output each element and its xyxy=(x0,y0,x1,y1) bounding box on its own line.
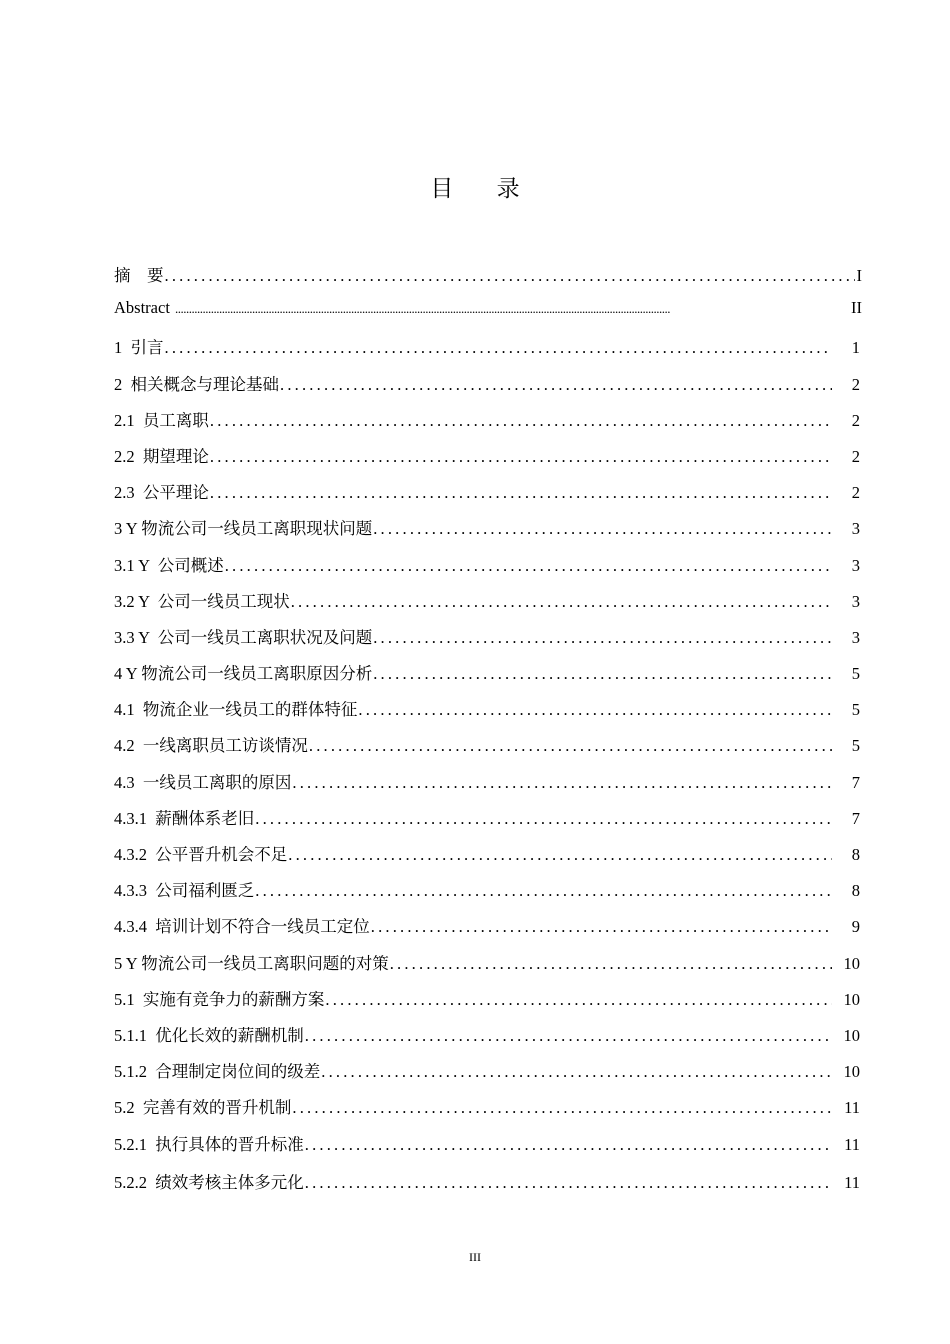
toc-entry-page: 3 xyxy=(851,519,860,539)
toc-entry-page: 10 xyxy=(843,953,860,973)
toc-entry-page: 11 xyxy=(844,1172,860,1192)
toc-entry-label: 5.1.2 合理制定岗位间的级差 xyxy=(114,1062,321,1082)
toc-entry[interactable] xyxy=(114,986,862,1022)
toc-leader xyxy=(255,809,832,829)
toc-entry-label: 2.3 公平理论 xyxy=(114,483,209,503)
toc-entry-label: 4.3.1 薪酬体系老旧 xyxy=(114,808,255,828)
toc-entry-label: 5.1.1 优化长效的薪酬机制 xyxy=(114,1025,304,1045)
toc-entry-label: 5 Y 物流公司一线员工离职问题的对策 xyxy=(114,953,389,973)
toc-leader xyxy=(255,881,832,901)
toc-entry-page: 7 xyxy=(851,808,860,828)
toc-leader xyxy=(305,1135,832,1155)
toc-entry-page: 1 xyxy=(851,338,860,358)
toc-entry-label: Abstract xyxy=(114,298,175,318)
toc-entry-page: 5 xyxy=(851,664,860,684)
toc-entry-page: 2 xyxy=(851,374,860,394)
toc-leader xyxy=(210,447,832,467)
toc-entry[interactable] xyxy=(114,1131,862,1167)
toc-entry-label: 摘 要 xyxy=(114,266,164,285)
toc-entry-page: 10 xyxy=(843,989,860,1009)
toc-entry-page: 3 xyxy=(851,591,860,611)
toc-entry-abstract-en[interactable] xyxy=(114,298,862,334)
toc-entry-label: 4.3 一线员工离职的原因 xyxy=(114,772,292,792)
toc-leader xyxy=(292,773,832,793)
toc-entry[interactable] xyxy=(114,769,862,805)
toc-entry-label: 5.2.1 执行具体的晋升标准 xyxy=(114,1134,304,1154)
toc-entry[interactable] xyxy=(114,588,862,624)
toc-entry-label: 5.1 实施有竞争力的薪酬方案 xyxy=(114,989,325,1009)
toc-leader xyxy=(305,1026,832,1046)
toc-entry-page: 11 xyxy=(844,1098,860,1118)
toc-entry-label: 2 相关概念与理论基础 xyxy=(114,374,279,394)
toc-entry[interactable] xyxy=(114,443,862,479)
toc-leader xyxy=(321,1062,832,1082)
toc-entry[interactable] xyxy=(114,552,862,588)
toc-entry[interactable] xyxy=(114,913,862,949)
toc-entry-label: 3.3 Y 公司一线员工离职状况及问题 xyxy=(114,627,373,647)
toc-entry-label: 4 Y 物流公司一线员工离职原因分析 xyxy=(114,664,373,684)
toc-entry-page: 2 xyxy=(851,483,860,503)
toc-entry[interactable] xyxy=(114,732,862,768)
toc-entry-label: 4.3.3 公司福利匮乏 xyxy=(114,881,255,901)
toc-entry[interactable] xyxy=(114,696,862,732)
toc-entry-label: 5.2.2 绩效考核主体多元化 xyxy=(114,1172,304,1192)
toc-entry[interactable] xyxy=(114,371,862,407)
page-title: 目 录 xyxy=(430,176,538,202)
toc-entry-label: 3 Y 物流公司一线员工离职现状问题 xyxy=(114,519,373,539)
toc-entry[interactable] xyxy=(114,877,862,913)
toc-leader xyxy=(210,483,832,503)
toc-leader xyxy=(165,266,855,286)
toc-entry-page: 5 xyxy=(851,736,860,756)
toc-entry[interactable] xyxy=(114,660,862,696)
page-number: III xyxy=(469,1250,481,1264)
toc-entry[interactable] xyxy=(114,407,862,443)
toc-entry-page: 10 xyxy=(843,1025,860,1045)
toc-entry[interactable] xyxy=(114,1058,862,1094)
toc-leader xyxy=(373,628,832,648)
toc-leader xyxy=(373,519,832,539)
toc-entry-label: 4.2 一线离职员工访谈情况 xyxy=(114,736,308,756)
toc-entry[interactable] xyxy=(114,1094,862,1130)
toc-entry-label: 2.1 员工离职 xyxy=(114,410,209,430)
toc-entry[interactable] xyxy=(114,515,862,551)
toc-entry-label: 2.2 期望理论 xyxy=(114,446,209,466)
toc-leader xyxy=(288,845,832,865)
toc-entry-page: 9 xyxy=(851,917,860,937)
toc-entry-label: 5.2 完善有效的晋升机制 xyxy=(114,1098,292,1118)
toc-entry-page: 11 xyxy=(844,1134,860,1154)
toc-leader xyxy=(280,375,832,395)
toc-entry-page: 8 xyxy=(851,845,860,864)
toc-entry[interactable] xyxy=(114,841,862,877)
toc-entry-page: II xyxy=(851,298,862,318)
toc-leader xyxy=(165,338,833,358)
toc-entry-page: 3 xyxy=(851,627,860,647)
toc-entry[interactable] xyxy=(114,479,862,515)
toc-leader xyxy=(175,301,849,317)
toc-entry-page: 10 xyxy=(843,1062,860,1082)
toc-entry-label: 4.1 物流企业一线员工的群体特征 xyxy=(114,700,358,720)
toc-entry[interactable] xyxy=(114,334,862,370)
toc-entry-label: 1 引言 xyxy=(114,338,164,358)
toc-entry-page: 8 xyxy=(851,881,860,901)
toc-leader xyxy=(305,1173,832,1193)
toc-entry[interactable] xyxy=(114,950,862,986)
toc-leader xyxy=(325,990,832,1010)
toc-leader xyxy=(390,954,832,974)
toc-entry-page: 7 xyxy=(851,772,860,792)
toc-leader xyxy=(309,736,832,756)
toc-entry[interactable] xyxy=(114,624,862,660)
toc-entry[interactable] xyxy=(114,1169,862,1205)
table-of-contents xyxy=(114,262,862,1205)
toc-entry-page: I xyxy=(856,266,862,285)
toc-leader xyxy=(291,592,832,612)
toc-leader xyxy=(373,664,832,684)
toc-entry-label: 4.3.4 培训计划不符合一线员工定位 xyxy=(114,917,370,937)
toc-leader xyxy=(371,917,832,937)
toc-entry-abstract-cn[interactable] xyxy=(114,262,862,298)
toc-entry-label: 3.2 Y 公司一线员工现状 xyxy=(114,591,290,611)
toc-entry-label: 3.1 Y 公司概述 xyxy=(114,555,224,575)
toc-entry-page: 2 xyxy=(851,446,860,466)
toc-entry-page: 3 xyxy=(851,555,860,575)
toc-entry-page: 5 xyxy=(851,700,860,720)
toc-entry[interactable] xyxy=(114,805,862,841)
toc-entry-page: 2 xyxy=(851,410,860,430)
toc-entry-label: 4.3.2 公平晋升机会不足 xyxy=(114,845,288,864)
toc-entry[interactable] xyxy=(114,1022,862,1058)
toc-leader xyxy=(292,1098,832,1118)
toc-leader xyxy=(358,700,832,720)
toc-leader xyxy=(210,411,832,431)
toc-leader xyxy=(225,556,832,576)
